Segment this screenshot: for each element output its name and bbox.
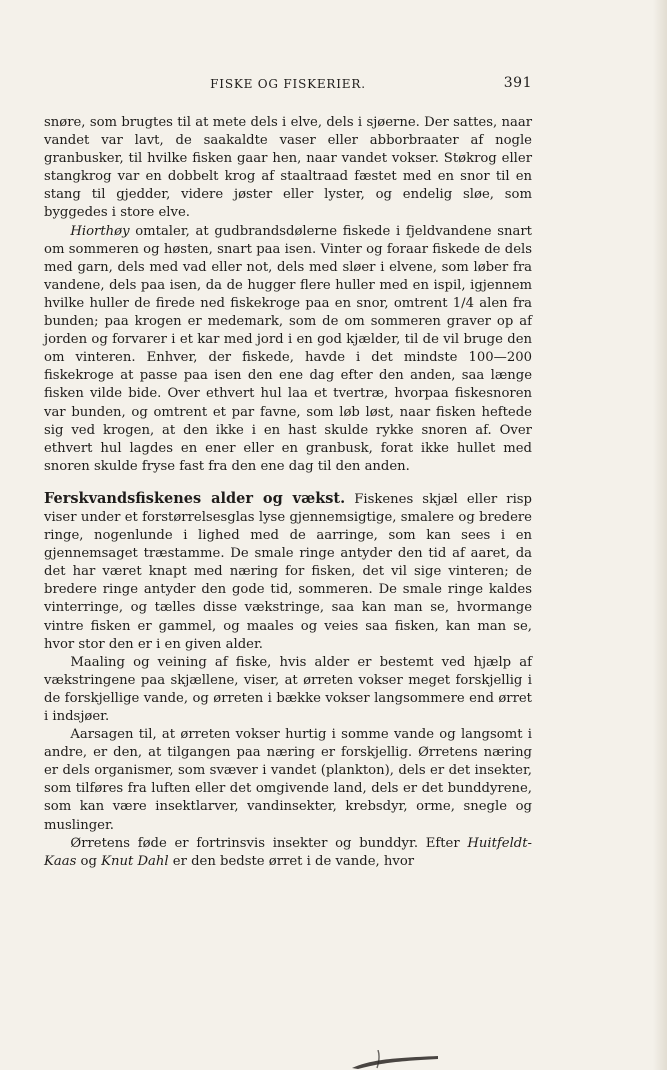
page-edge-shadow <box>653 0 667 1070</box>
paragraph-text: er den bedste ørret i de vande, hvor <box>168 853 415 869</box>
paragraph <box>44 490 532 654</box>
paragraph-text: Fiskenes skjæl eller risp viser under et forstørrelsesglas lyse gjennemsigtige, smalere og bredere ringe, nogenlunde i lighed med de aarringe, som kan sees i en gjennemsaget træstamme. De smale ringe antyder den tid af aaret, da det har været knapt med næring for fisken, det vil sige vinteren; de bredere ringe antyder den gode tid, sommeren. De smale ringe kaldes vinterringe, og tælles disse vækstringe, saa kan man se, hvormange vintre fisken er gammel, og maales og veies saa fisken, kan man se, hvor stor den er i en given alder. <box>44 491 532 652</box>
paragraph-text: Aarsagen til, at ørreten vokser hurtig i somme vande og langsomt i andre, er den, at tilgangen paa næring er forskjellig. Ørretens næring er dels organismer, som svæver i vandet (plankton), dels er det insekter, som tilføres fra luften eller det omgivende land, dels er det bunddyrene, som kan være insektlarver, vandinsekter, krebsdyr, orme, snegle og muslinger. <box>44 727 532 833</box>
author-name: Huitfeldt-Kaas <box>44 835 532 869</box>
paragraph <box>44 654 532 726</box>
ink-smudge <box>350 1050 440 1070</box>
fraction: 1/4 <box>452 295 475 311</box>
section-heading: Ferskvandsfiskenes alder og vækst. <box>44 489 346 507</box>
paragraph-text: Maaling og veining af fiske, hvis alder er bestemt ved hjælp af vækstringene paa skjællene, viser, at ørreten vokser meget forskjellig i de forskjellige vande, og ørreten i bække vokser langsommere end ørret i indsjøer. <box>44 654 532 724</box>
page-number: 391 <box>503 75 532 91</box>
author-name: Hiorthøy <box>70 223 130 239</box>
paragraph-text: omtaler, at gudbrandsdølerne fiskede i fjeldvandene snart om sommeren og høsten, snart paa isen. Vinter og foraar fiskede de dels med garn, dels med vad eller not, dels med sløer i elvene, som løber fra vandene, dels paa isen, da de hugger flere huller med en ispil, igjennem hvilke huller de firede ned fiskekroge paa en snor, omtrent <box>44 223 532 311</box>
paragraph <box>44 114 532 223</box>
paragraph <box>44 835 532 871</box>
running-header <box>44 77 532 95</box>
paragraph-text: og <box>76 853 102 869</box>
paragraph-text: alen fra bunden; paa krogen er medemark, som de om sommeren graver op af jorden og forvarer i et kar med jord i en god kjælder, til de vil bruge den om vinteren. Enhver, der fiskede, havde i det mindste 100—200 fiskekroge at passe paa isen den ene dag efter den anden, saa længe fisken vilde bide. Over ethvert hul laa et tvertræ, hvorpaa fiskesnoren var bunden, og omtrent et par favne, som løb løst, naar fisken heftede sig ved krogen, at den ikke i en hast skulde rykke snoren af. Over ethvert hul lagdes en ener eller en granbusk, forat ikke hullet med snoren skulde fryse fast fra den ene dag til den anden. <box>44 295 532 474</box>
paragraph <box>44 726 532 835</box>
author-name: Knut Dahl <box>101 853 169 869</box>
paragraph-text: snøre, som brugtes til at mete dels i elve, dels i sjøerne. Der sattes, naar vandet var lavt, de saakaldte vaser eller abborbraater af nogle granbusker, til hvilke fisken gaar hen, naar vandet vokser. Støkrog eller stangkrog var en dobbelt krog af staaltraad fæstet med en snor til en stang til gjedder, videre jøster eller lyster, og endelig sløe, som byggedes i store elve. <box>44 115 532 221</box>
paragraph <box>44 223 532 476</box>
body-text <box>44 114 532 871</box>
paragraph-text: Ørretens føde er fortrinsvis insekter og bunddyr. Efter <box>70 835 468 851</box>
running-title: FISKE OG FISKERIER. <box>210 77 366 91</box>
